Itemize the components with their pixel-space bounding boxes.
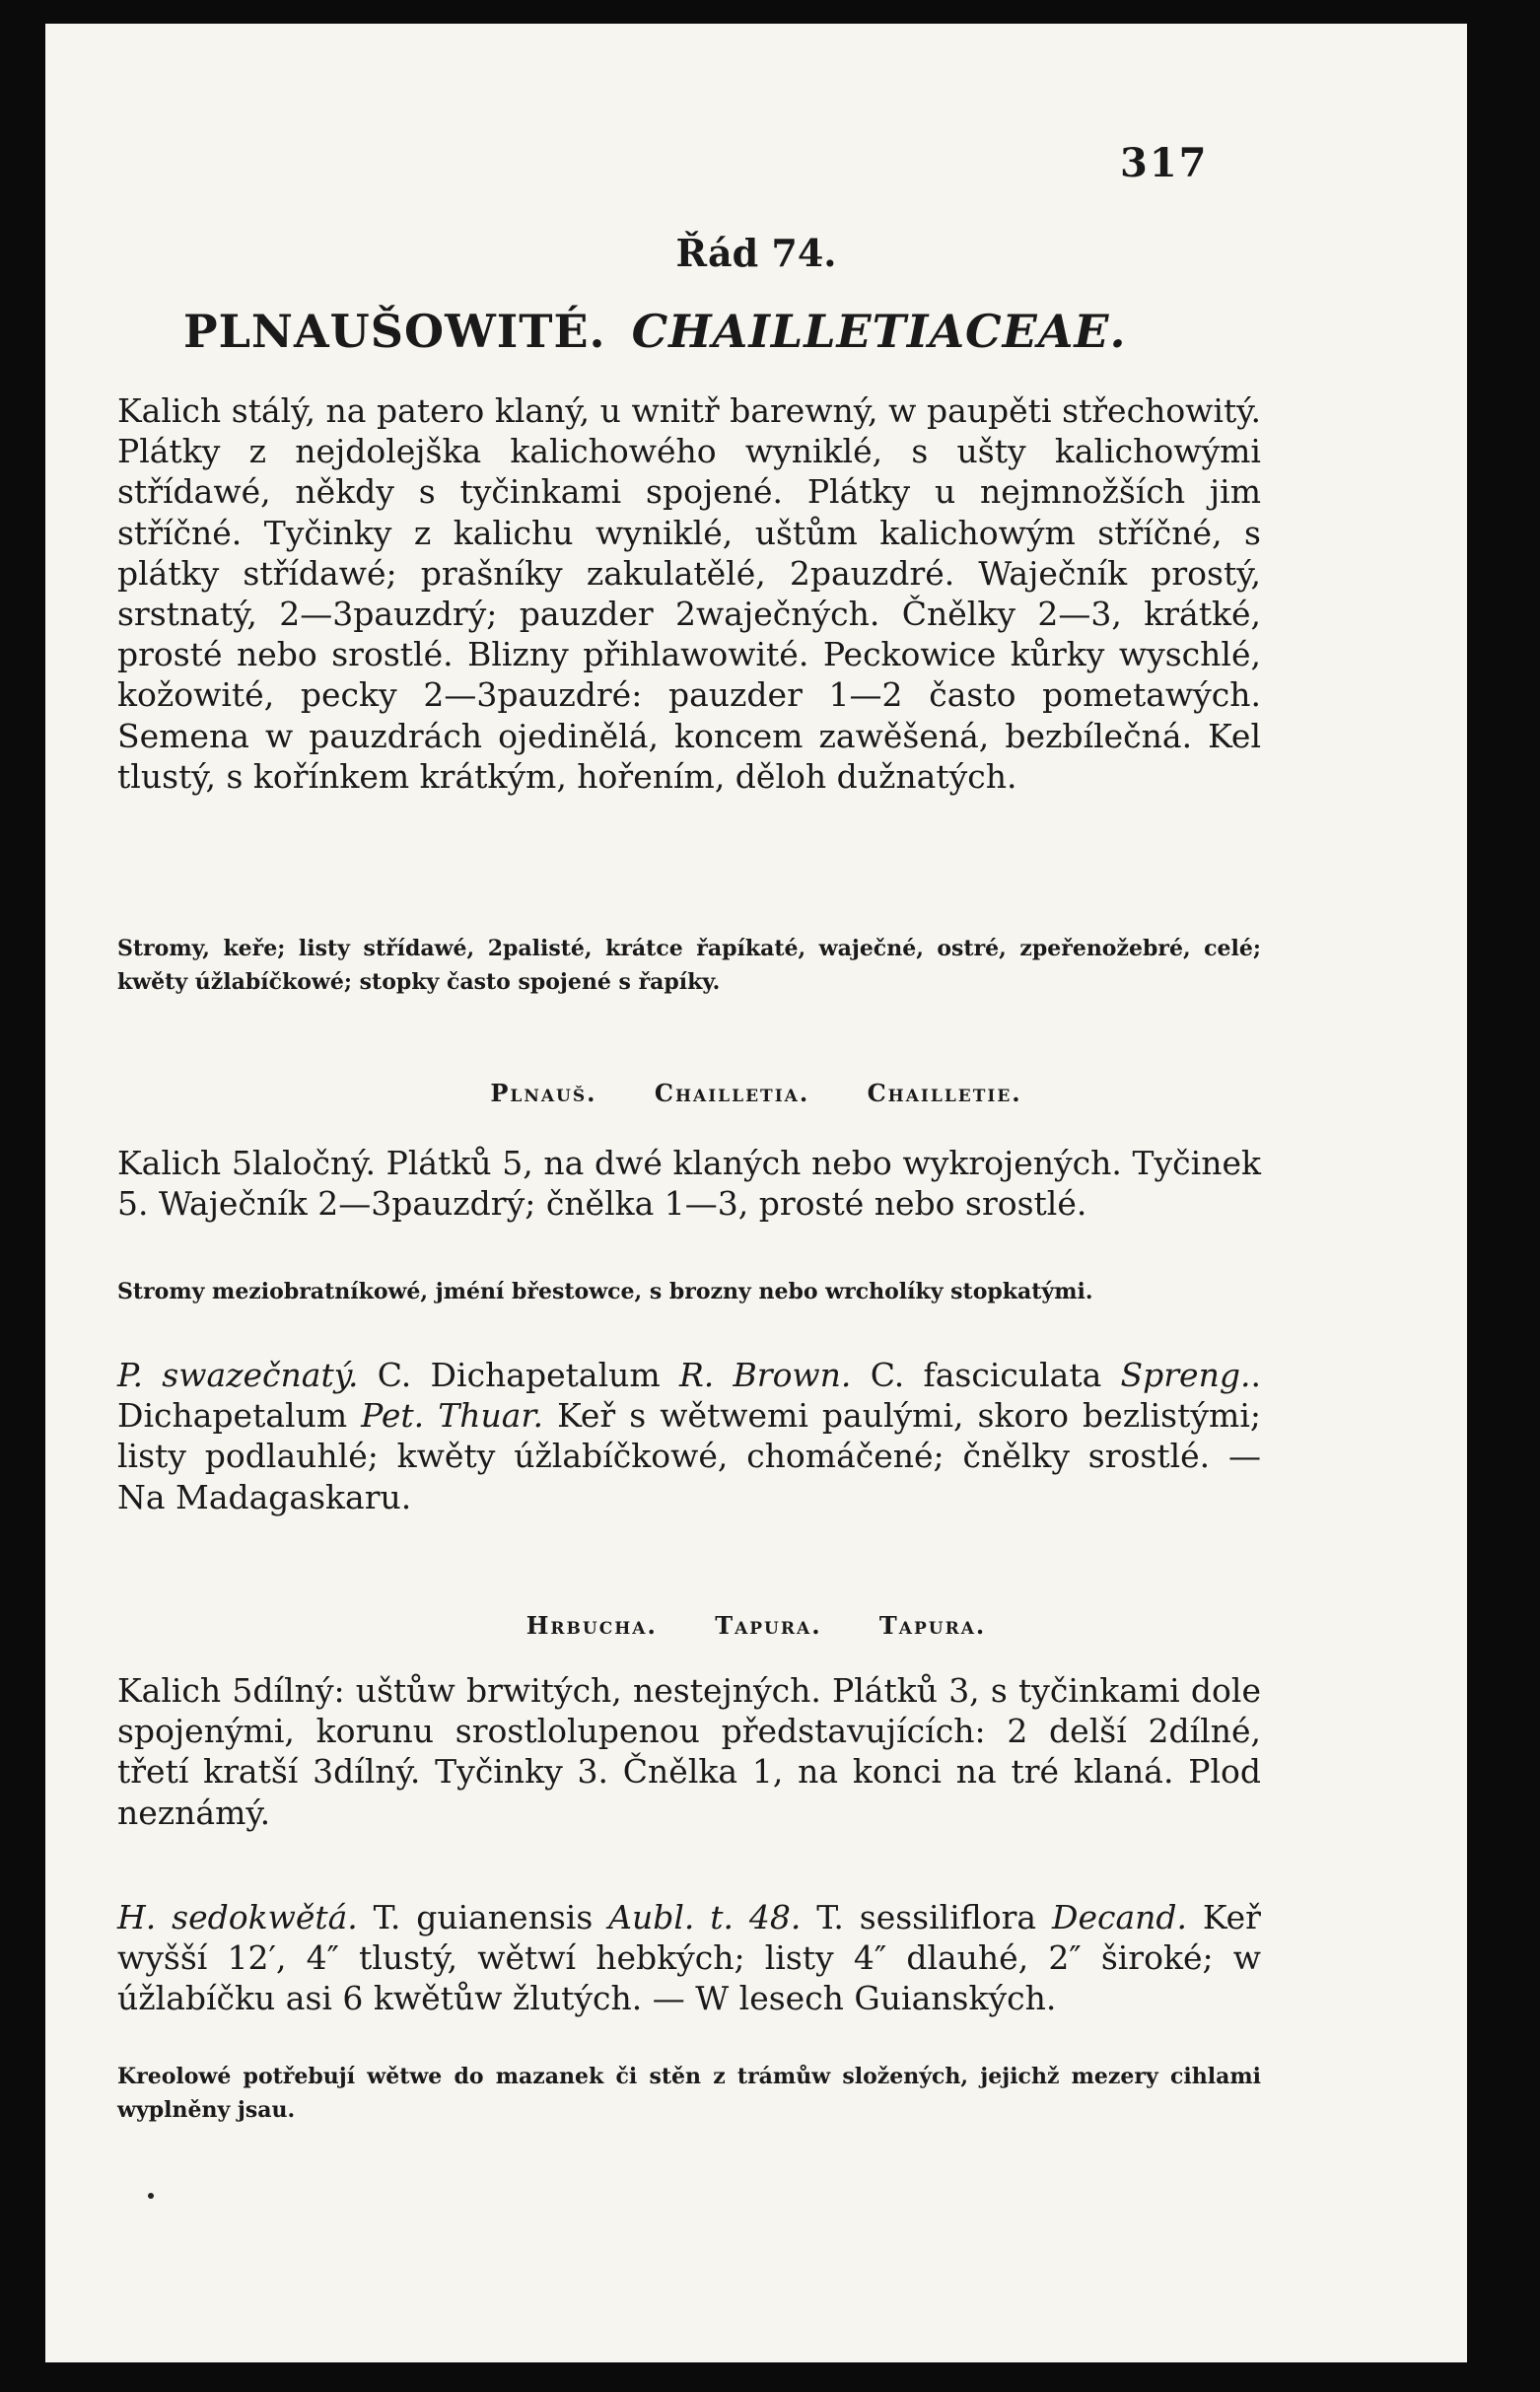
genus-heading-tapura [45,1611,1467,1640]
species-description: Keř s wětwemi paulými, skoro bezlistými; listy podlauhlé; kwěty úžlabíčkowé, chomáčené; čnělky srostlé. — Na Madagaskaru. [117,1396,1261,1516]
genus-heading-chailletia [45,1079,1467,1107]
genus-czech-name: Hrbucha. [525,1611,658,1640]
species-entry-chailletia: P. swazečnatý. C. Dichapetalum R. Brown. C. fasciculata Spreng.. Dichapetalum Pet. Thuar. Keř s wětwemi paulými, skoro bezlistými; listy podlauhlé; kwěty úžlabíčkowé, chomáčené; čnělky srostlé. — Na Madagaskaru. [117,1356,1261,1516]
authority-1: Aubl. t. 48. [608,1898,802,1936]
genus-czech-latin-name: Tapura. [878,1611,987,1640]
page-number: 317 [1120,140,1209,186]
species-name: H. sedokwětá. [117,1898,358,1936]
synonym-2: C. fasciculata [870,1356,1102,1394]
genus-note-chailletia: Stromy meziobratníkowé, jméní břestowce, s brozny nebo wrcholíky stopkatými. [117,1279,1093,1304]
species-name: P. swazečnatý. [117,1356,359,1394]
species-entry-tapura [117,1897,1261,2019]
authority-1: R. Brown. [678,1356,852,1394]
synonym-3: Dichapetalum [117,1396,348,1436]
synonym-2: T. sessiliflora [816,1898,1037,1936]
ink-speck [148,2193,154,2199]
family-name-czech: PLNAUŠOWITÉ. [183,305,606,358]
authority-3: Pet. Thuar. [361,1396,544,1436]
authority-2: Decand. [1051,1898,1187,1936]
genus-description-chailletia: Kalich 5laločný. Plátků 5, na dwé klaných nebo wykrojených. Tyčinek 5. Waječník 2—3pauzdrý; čnělka 1—3, prosté nebo srostlé. [117,1144,1261,1224]
species-description: Keř wyšší 12′, 4″ tlustý, wětwí hebkých; listy 4″ dlauhé, 2″ široké; w úžlabíčku asi 6 kwětůw žlutých. — W lesech Guianských. [117,1898,1261,2018]
genus-latin-name: Tapura. [715,1611,822,1640]
family-description-note: Stromy, keře; listy střídawé, 2palisté, krátce řapíkaté, waječné, ostré, zpeřenožebré, celé; kwěty úžlabíčkowé; stopky často spojené s řapíky. [117,936,1261,995]
book-page [45,24,1467,2362]
genus-description-tapura: Kalich 5dílný: uštůw brwitých, nestejných. Plátků 3, s tyčinkami dole spojenými, korunu srostlolupenou představujících: 2 delší 2dílné, třetí kratší 3dílný. Tyčinky 3. Čnělka 1, na konci na tré klaná. Plod neznámý. [117,1671,1261,1832]
genus-czech-name: Plnauš. [490,1079,597,1107]
species-note-tapura: Kreolowé potřebují wětwe do mazanek či stěn z trámůw složených, jejichž mezery cihlami wyplněny jsau. [117,2064,1261,2123]
synonym-1: T. guianensis [373,1898,594,1936]
family-title [183,305,1126,358]
family-description: Kalich stálý, na patero klaný, u wnitř barewný, w paupěti střechowitý. Plátky z nejdolejška kalichowého wyniklé, s ušty kalichowými střídawé, někdy s tyčinkami spojené. Plátky u nejmnožších jim stříčné. Tyčinky z kalichu wyniklé, uštům kalichowým stříčné, s plátky střídawé; prašníky zakulatělé, 2pauzdré. Waječník prostý, srstnatý, 2—3pauzdrý; pauzder 2waječných. Čnělky 2—3, krátké, prosté nebo srostlé. Blizny přihlawowité. Peckowice kůrky wyschlé, kožowité, pecky 2—3pauzdré: pauzder 1—2 často pometawých. Semena w pauzdrách ojedinělá, koncem zawěšená, bezbílečná. Kel tlustý, s kořínkem krátkým, hořením, děloh dužnatých. [117,391,1261,796]
authority-2: Spreng. [1120,1356,1251,1394]
order-heading: Řád 74. [675,231,837,275]
synonym-1: C. Dichapetalum [377,1356,661,1394]
genus-czech-latin-name: Chailletie. [867,1079,1022,1107]
family-name-latin: CHAILLETIACEAE. [631,305,1127,358]
genus-latin-name: Chailletia. [654,1079,810,1107]
